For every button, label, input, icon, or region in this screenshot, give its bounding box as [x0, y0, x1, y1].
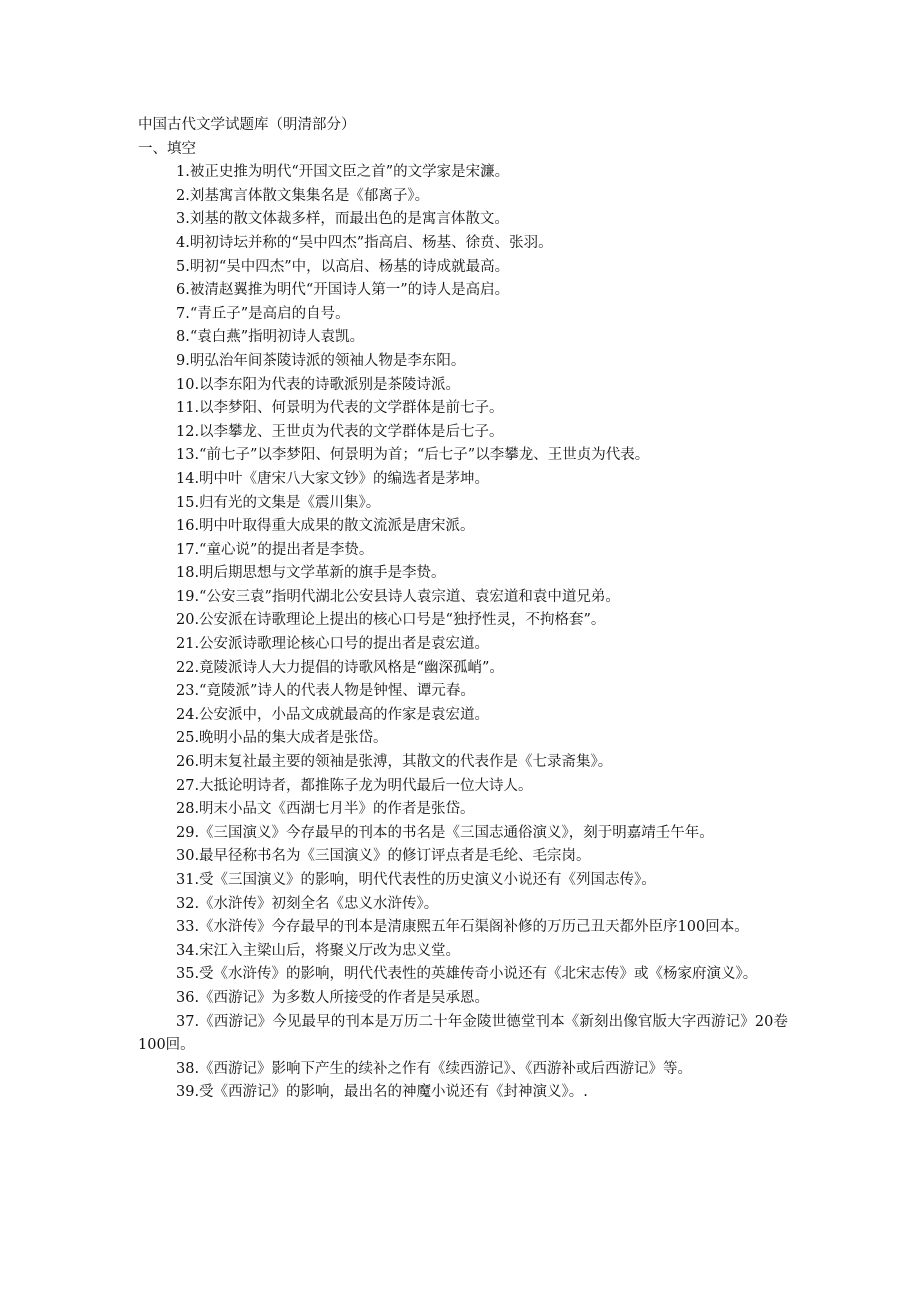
- document-body: [138, 114, 788, 1105]
- list-item: 39.受《西游记》的影响，最出名的神魔小说还有《封神演义》。.: [176, 1084, 588, 1101]
- list-item: 1.被正史推为明代“开国文臣之首”的文学家是宋濂。: [176, 164, 510, 181]
- list-item: 11.以李梦阳、何景明为代表的文学群体是前七子。: [176, 400, 504, 417]
- question-list: [138, 161, 788, 1105]
- list-item: 3.刘基的散文体裁多样，而最出色的是寓言体散文。: [176, 211, 509, 228]
- list-item: 30.最早径称书名为《三国演义》的修订评点者是毛纶、毛宗岗。: [176, 848, 591, 865]
- list-item: 38.《西游记》影响下产生的续补之作有《续西游记》、《西游补或后西游记》等。: [176, 1060, 693, 1077]
- list-item: 5.明初“吴中四杰”中，以高启、杨基的诗成就最高。: [176, 258, 510, 275]
- list-item: 35.受《水浒传》的影响，明代代表性的英雄传奇小说还有《北宋志传》或《杨家府演义》。: [176, 966, 758, 983]
- list-item: 7.“青丘子”是高启的自号。: [176, 305, 350, 322]
- list-item: 34.宋江入主梁山后，将聚义厅改为忠义堂。: [176, 942, 461, 959]
- list-item: 23.“竟陵派”诗人的代表人物是钟惺、谭元春。: [176, 683, 475, 700]
- list-item: 8.“袁白燕”指明初诗人袁凯。: [176, 329, 365, 346]
- list-item: 26.明末复社最主要的领袖是张溥，其散文的代表作是《七录斋集》。: [176, 754, 613, 771]
- list-item: 9.明弘治年间茶陵诗派的领袖人物是李东阳。: [176, 352, 466, 369]
- list-item: 14.明中叶《唐宋八大家文钞》的编选者是茅坤。: [176, 470, 490, 487]
- list-item: 18.明后期思想与文学革新的旗手是李贽。: [176, 565, 446, 582]
- list-item: 29.《三国演义》今存最早的刊本的书名是《三国志通俗演义》，刻于明嘉靖壬午年。: [176, 824, 714, 841]
- list-item: 22.竟陵派诗人大力提倡的诗歌风格是“幽深孤峭”。: [176, 659, 504, 676]
- list-item: 27.大抵论明诗者，都推陈子龙为明代最后一位大诗人。: [176, 777, 533, 794]
- list-item: 10.以李东阳为代表的诗歌派别是茶陵诗派。: [176, 376, 461, 393]
- list-item: 32.《水浒传》初刻全名《忠义水浒传》。: [176, 895, 439, 912]
- list-item: 33.《水浒传》今存最早的刊本是清康熙五年石渠阁补修的万历己丑天都外臣序100回本。: [176, 919, 749, 936]
- list-item: 2.刘基寓言体散文集集名是《郁离子》。: [176, 187, 430, 204]
- list-item: 21.公安派诗歌理论核心口号的提出者是袁宏道。: [176, 636, 490, 653]
- list-item: 36.《西游记》为多数人所接受的作者是吴承恩。: [176, 989, 490, 1006]
- list-item: 28.明末小品文《西湖七月半》的作者是张岱。: [176, 801, 475, 818]
- list-item: 15.归有光的文集是《震川集》。: [176, 494, 381, 511]
- list-item: 17.“童心说”的提出者是李贽。: [176, 541, 374, 558]
- list-item: 24.公安派中，小品文成就最高的作家是袁宏道。: [176, 706, 490, 723]
- document-title: 中国古代文学试题库（明清部分）: [138, 117, 356, 133]
- list-item: 19.“公安三袁”指明代湖北公安县诗人袁宗道、袁宏道和袁中道兄弟。: [176, 588, 620, 605]
- list-item: 25.晚明小品的集大成者是张岱。: [176, 730, 388, 747]
- list-item: 37.《西游记》今见最早的刊本是万历二十年金陵世德堂刊本《新刻出像官版大字西游记》20卷100回。: [138, 1013, 788, 1054]
- list-item: 4.明初诗坛并称的“吴中四杰”指高启、杨基、徐贲、张羽。: [176, 234, 553, 251]
- list-item: 12.以李攀龙、王世贞为代表的文学群体是后七子。: [176, 423, 504, 440]
- list-item: 16.明中叶取得重大成果的散文流派是唐宋派。: [176, 518, 475, 535]
- list-item: 20.公安派在诗歌理论上提出的核心口号是“独抒性灵，不拘格套”。: [176, 612, 606, 629]
- list-item: 13.“前七子”以李梦阳、何景明为首；“后七子”以李攀龙、王世贞为代表。: [176, 447, 650, 464]
- list-item: 31.受《三国演义》的影响，明代代表性的历史演义小说还有《列国志传》。: [176, 872, 656, 888]
- section-heading: 一、填空: [138, 140, 196, 157]
- list-item: 6.被清赵翼推为明代“开国诗人第一”的诗人是高启。: [176, 282, 510, 299]
